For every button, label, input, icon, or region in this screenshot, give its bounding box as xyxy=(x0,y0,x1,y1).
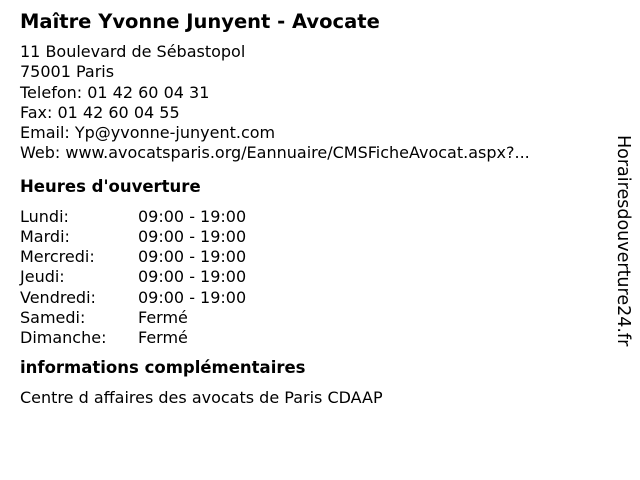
hours-row-monday xyxy=(20,207,605,227)
address-line-2: 75001 Paris xyxy=(20,62,115,82)
hours-row-sunday xyxy=(20,328,605,348)
hours-row-friday xyxy=(20,288,605,308)
day-label: Jeudi: xyxy=(20,267,65,287)
time-value: 09:00 - 19:00 xyxy=(138,247,247,267)
page-title: Maître Yvonne Junyent - Avocate xyxy=(20,10,380,33)
business-card xyxy=(20,10,605,409)
day-label: Lundi: xyxy=(20,206,69,226)
time-value: 09:00 - 19:00 xyxy=(138,226,247,246)
hours-row-thursday xyxy=(20,267,605,287)
email-address: Email: Yp@yvonne-junyent.com xyxy=(20,123,276,143)
day-label: Dimanche: xyxy=(20,328,107,347)
phone-number: Telefon: 01 42 60 04 31 xyxy=(20,82,210,102)
hours-heading: Heures d'ouverture xyxy=(20,176,201,196)
contact-details xyxy=(20,42,605,164)
hours-row-wednesday xyxy=(20,247,605,267)
additional-info-text: Centre d affaires des avocats de Paris CDAAP xyxy=(20,388,383,408)
site-watermark: Horairesdouverture24.fr xyxy=(613,135,633,347)
time-value: Fermé xyxy=(138,307,188,327)
opening-hours-list xyxy=(20,207,605,348)
time-value: Fermé xyxy=(138,328,188,347)
day-label: Vendredi: xyxy=(20,287,96,307)
hours-row-tuesday xyxy=(20,227,605,247)
day-label: Mercredi: xyxy=(20,247,95,267)
day-label: Mardi: xyxy=(20,226,70,246)
hours-row-saturday xyxy=(20,308,605,328)
time-value: 09:00 - 19:00 xyxy=(138,287,247,307)
additional-info-heading: informations complémentaires xyxy=(20,358,306,378)
time-value: 09:00 - 19:00 xyxy=(138,267,247,287)
time-value: 09:00 - 19:00 xyxy=(138,206,247,226)
fax-number: Fax: 01 42 60 04 55 xyxy=(20,102,180,122)
day-label: Samedi: xyxy=(20,307,86,327)
address-line-1: 11 Boulevard de Sébastopol xyxy=(20,42,246,61)
website-link: Web: www.avocatsparis.org/Eannuaire/CMSFicheAvocat.aspx?... xyxy=(20,143,530,163)
